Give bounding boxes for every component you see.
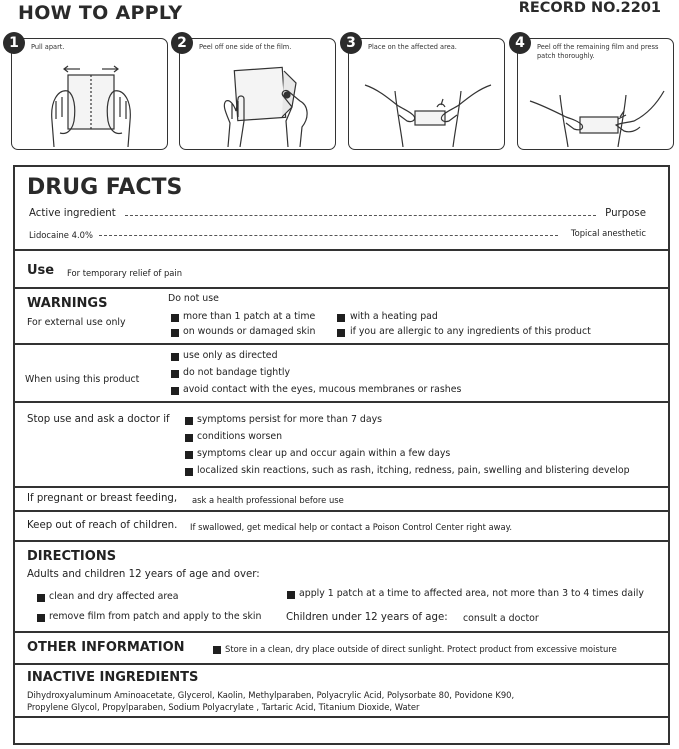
children-text: If swallowed, get medical help or contact a Poison Control Center right away. [190, 522, 513, 532]
bullet [185, 451, 193, 459]
active-ingredient-label: Active ingredient [29, 208, 116, 219]
warnings-label: WARNINGS [27, 296, 108, 311]
step-3-number: 3 [340, 32, 362, 54]
pull-apart-illustration [20, 61, 162, 147]
peel-film-illustration [188, 61, 330, 147]
stop-use-item: symptoms persist for more than 7 days [197, 414, 383, 425]
when-using-item: do not bandage tightly [183, 367, 291, 378]
when-using-label: When using this product [25, 374, 140, 385]
record-number: RECORD NO.2201 [518, 0, 661, 16]
stop-use-item: symptoms clear up and occur again within a few days [197, 448, 451, 459]
leader-line [99, 235, 558, 236]
directions-label: DIRECTIONS [27, 549, 117, 564]
warnings-section [15, 289, 668, 345]
directions-section [15, 542, 668, 633]
bullet [171, 329, 179, 337]
step-3-text: Place on the affected area. [368, 43, 457, 51]
warning-item: with a heating pad [350, 311, 438, 322]
bullet [287, 591, 295, 599]
when-using-item: avoid contact with the eyes, mucous membranes or rashes [183, 384, 462, 395]
ingredient-name: Lidocaine 4.0% [29, 230, 93, 240]
how-to-apply-heading: HOW TO APPLY [18, 2, 183, 24]
when-using-item: use only as directed [183, 350, 278, 361]
other-information-section [15, 633, 668, 665]
use-text: For temporary relief of pain [67, 268, 183, 278]
inactive-ingredients-section [15, 665, 668, 718]
step-4-number: 4 [509, 32, 531, 54]
bullet [171, 353, 179, 361]
under-12-text: consult a doctor [463, 613, 539, 624]
bullet [171, 387, 179, 395]
directions-item: remove film from patch and apply to the skin [49, 611, 262, 622]
stop-use-item: localized skin reactions, such as rash, itching, redness, pain, swelling and blistering develop [197, 465, 630, 476]
children-section [15, 512, 668, 542]
step-2-number: 2 [171, 32, 193, 54]
bullet [37, 594, 45, 602]
step-2-panel [179, 38, 336, 150]
pregnant-label: If pregnant or breast feeding, [27, 493, 178, 504]
under-12-label: Children under 12 years of age: [286, 612, 448, 623]
warning-item: more than 1 patch at a time [183, 311, 316, 322]
step-4-panel [517, 38, 674, 150]
other-information-text: Store in a clean, dry place outside of direct sunlight. Protect product from excessive moisture [225, 644, 617, 654]
inactive-ingredients-line: Dihydroxyaluminum Aminoacetate, Glycerol, Kaolin, Methylparaben, Polyacrylic Acid, Polysorbate 80, Povidone K90, [27, 690, 515, 700]
stop-use-label: Stop use and ask a doctor if [27, 414, 170, 425]
bullet [171, 370, 179, 378]
active-ingredient-section [15, 167, 668, 251]
bullet [185, 468, 193, 476]
drug-facts-title: DRUG FACTS [27, 175, 183, 200]
children-label: Keep out of reach of children. [27, 520, 178, 531]
stop-use-item: conditions worsen [197, 431, 283, 442]
inactive-ingredients-line: Propylene Glycol, Propylparaben, Sodium Polyacrylate , Tartaric Acid, Titanium Dioxide, Water [27, 702, 420, 712]
ingredient-purpose: Topical anesthetic [570, 228, 646, 238]
step-3-panel [348, 38, 505, 150]
use-section [15, 251, 668, 289]
directions-item: apply 1 patch at a time to affected area, not more than 3 to 4 times daily [299, 588, 644, 599]
leader-line [125, 215, 596, 216]
place-patch-illustration [357, 61, 499, 147]
directions-item: clean and dry affected area [49, 591, 179, 602]
adults-label: Adults and children 12 years of age and over: [27, 569, 260, 580]
other-information-label: OTHER INFORMATION [27, 640, 185, 655]
press-patch-illustration [526, 61, 668, 147]
warning-item: if you are allergic to any ingredients of this product [350, 326, 591, 337]
bullet [185, 417, 193, 425]
stop-use-section [15, 403, 668, 488]
pregnant-section [15, 488, 668, 512]
step-1-panel [11, 38, 168, 150]
step-2-text: Peel off one side of the film. [199, 43, 292, 51]
external-use-label: For external use only [27, 317, 126, 328]
use-label: Use [27, 263, 55, 278]
do-not-use-label: Do not use [168, 293, 219, 304]
purpose-label: Purpose [605, 208, 646, 219]
bullet [337, 329, 345, 337]
pregnant-text: ask a health professional before use [192, 495, 344, 505]
bullet [213, 646, 221, 654]
bullet [337, 314, 345, 322]
drug-facts-panel [13, 165, 670, 745]
step-1-number: 1 [3, 32, 25, 54]
bullet [37, 614, 45, 622]
step-4-text: Peel off the remaining film and press patch thoroughly. [537, 43, 659, 60]
bullet [185, 434, 193, 442]
bullet [171, 314, 179, 322]
when-using-section [15, 345, 668, 403]
step-1-text: Pull apart. [31, 43, 65, 51]
inactive-ingredients-label: INACTIVE INGREDIENTS [27, 670, 199, 685]
warning-item: on wounds or damaged skin [183, 326, 316, 337]
